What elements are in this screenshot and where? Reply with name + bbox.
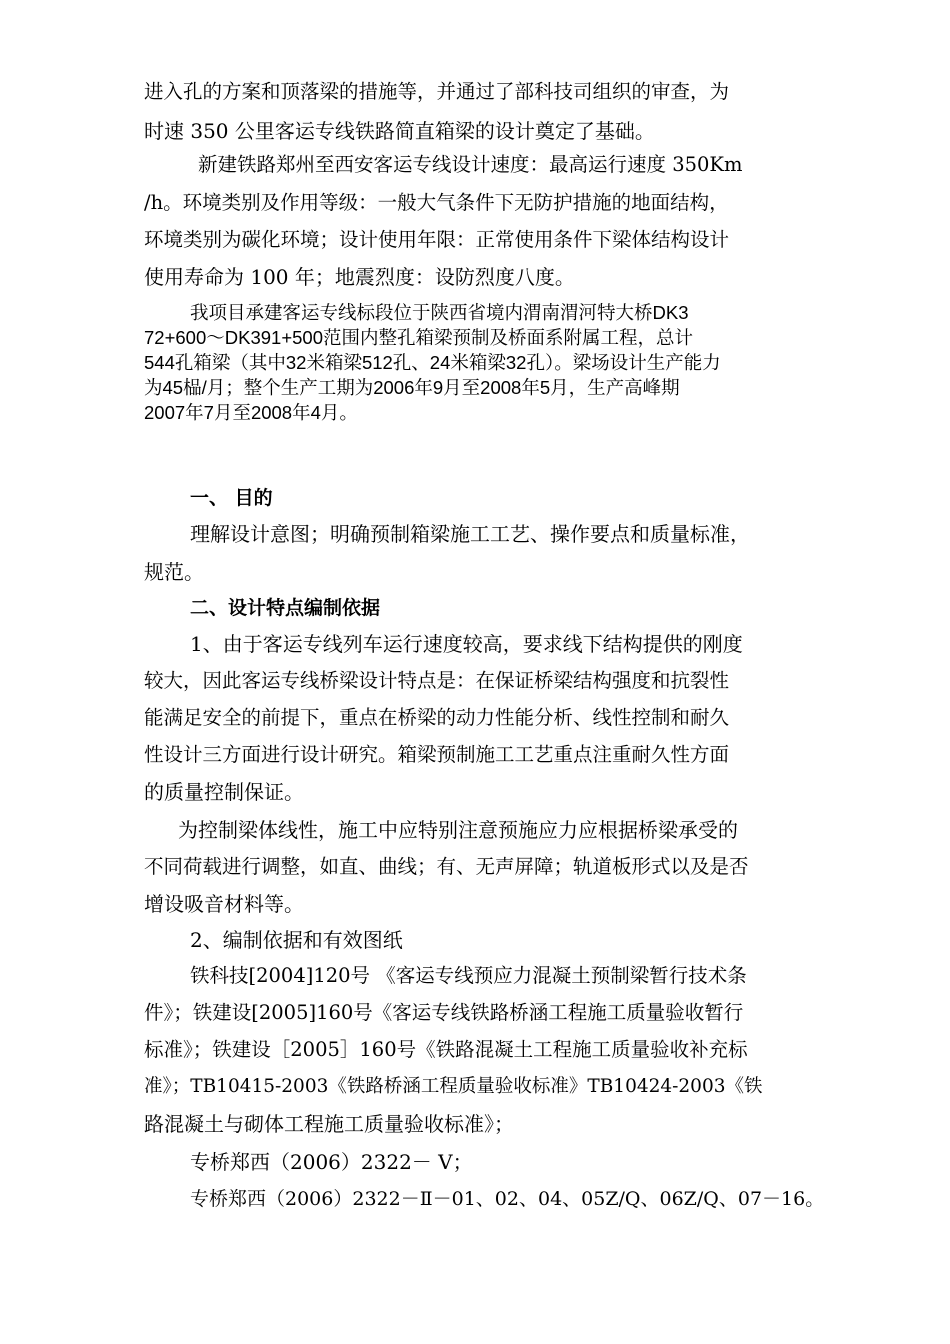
section-heading-purpose: 一、 目的 [190,487,273,509]
paragraph-line: 544孔箱梁（其中32米箱梁512孔、24米箱梁32孔）。梁场设计生产能力 [144,352,721,373]
paragraph-line: 时速 350 公里客运专线铁路简直箱梁的设计奠定了基础。 [144,119,655,143]
paragraph-line: 1、由于客运专线列车运行速度较高，要求线下结构提供的刚度 [190,632,743,656]
paragraph-line: 使用寿命为 100 年；地震烈度：设防烈度八度。 [144,265,575,289]
paragraph-line: 标准》；铁建设［2005］160号《铁路混凝土工程施工质量验收补充标 [144,1038,748,1061]
paragraph-line: 路混凝土与砌体工程施工质量验收标准》； [144,1112,514,1136]
paragraph-line: 不同荷载进行调整，如直、曲线；有、无声屏障；轨道板形式以及是否 [144,855,749,878]
paragraph-line: 新建铁路郑州至西安客运专线设计速度：最高运行速度 350Km [198,153,743,176]
paragraph-line: 规范。 [144,560,204,584]
paragraph-line: 72+600～DK391+500范围内整孔箱梁预制及桥面系附属工程，总计 [144,327,693,348]
paragraph-line: 的质量控制保证。 [144,780,304,804]
paragraph-line: 2、编制依据和有效图纸 [190,928,403,952]
paragraph-line: 专桥郑西（2006）2322－ Ⅴ； [190,1150,473,1174]
paragraph-line: 性设计三方面进行设计研究。箱梁预制施工工艺重点注重耐久性方面 [144,743,730,766]
paragraph-line: 专桥郑西（2006）2322－Ⅱ－01、02、04、05Z/Q、06Z/Q、07－16。 [190,1188,825,1210]
paragraph-line: 较大，因此客运专线桥梁设计特点是：在保证桥梁结构强度和抗裂性 [144,669,730,692]
paragraph-line: /h。环境类别及作用等级：一般大气条件下无防护措施的地面结构， [144,191,729,214]
paragraph-line: 铁科技[2004]120号 《客运专线预应力混凝土预制梁暂行技术条 [190,964,747,987]
paragraph-line: 增设吸音材料等。 [144,892,304,916]
paragraph-line: 2007年7月至2008年4月。 [144,402,358,423]
paragraph-line: 能满足安全的前提下，重点在桥梁的动力性能分析、线性控制和耐久 [144,706,730,729]
paragraph-line: 进入孔的方案和顶落梁的措施等，并通过了部科技司组织的审查，为 [144,80,730,103]
paragraph-line: 件》；铁建设[2005]160号《客运专线铁路桥涵工程施工质量验收暂行 [144,1001,744,1024]
paragraph-line: 环境类别为碳化环境；设计使用年限：正常使用条件下梁体结构设计 [144,228,730,251]
paragraph-line: 理解设计意图；明确预制箱梁施工工艺、操作要点和质量标准， [190,522,750,546]
paragraph-line: 为控制梁体线性，施工中应特别注意预施应力应根据桥梁承受的 [178,818,738,842]
section-heading-design-basis: 二、设计特点编制依据 [190,597,381,619]
paragraph-line: 为45榀/月；整个生产工期为2006年9月至2008年5月，生产高峰期 [144,377,680,398]
paragraph-line: 我项目承建客运专线标段位于陕西省境内渭南渭河特大桥DK3 [190,302,689,323]
paragraph-line: 准》；TB10415-2003《铁路桥涵工程质量验收标准》TB10424-2003《铁 [144,1076,763,1097]
